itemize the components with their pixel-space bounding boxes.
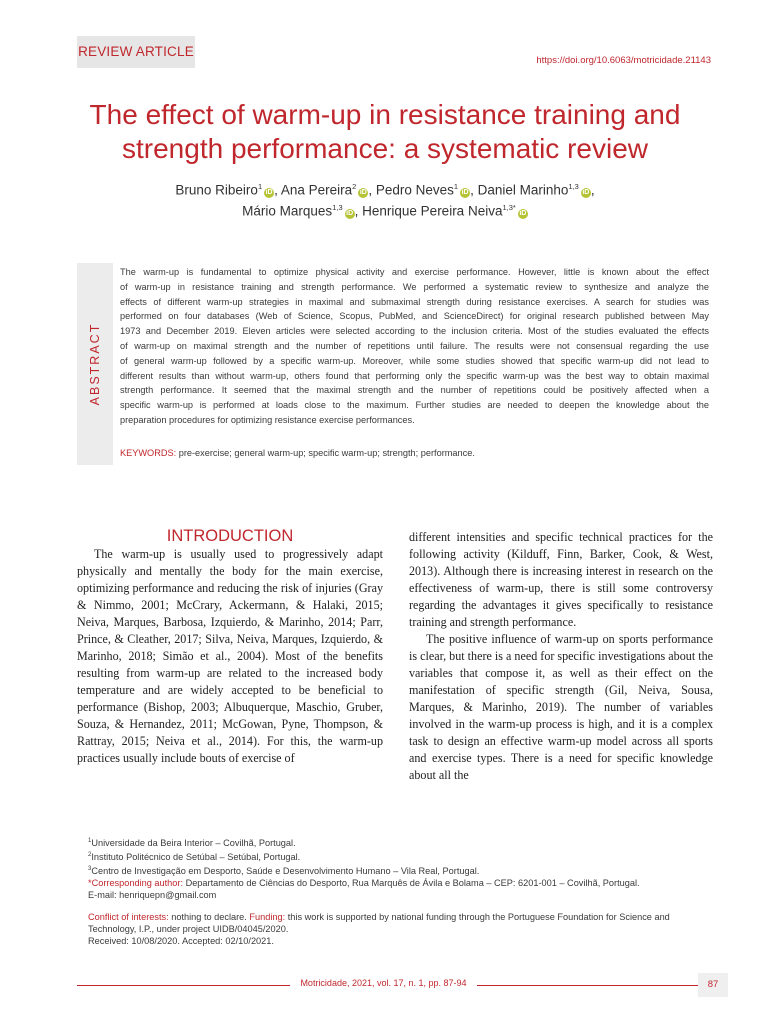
orcid-icon[interactable]: iD (461, 188, 469, 196)
author-list-line-1: Bruno Ribeiro$^1$iD , Ana Pereira$^2$iD , Pedro Neves$^1$iD , Daniel Marinho$^{1,3}$iD , (175, 182, 595, 198)
affiliation-text: Universidade da Beira Interior – Covilhã, Portugal. (91, 838, 296, 849)
corresponding-label: *Corresponding author: (88, 878, 183, 889)
abstract-line: The warm-up is fundamental to optimize physical activity and exercise performance. However, little is known about the effect (120, 267, 709, 277)
abstract-label: ABSTRACT (88, 322, 102, 406)
conflict-label: Conflict of interests: (88, 912, 169, 923)
affiliation-sup: 1 (88, 838, 92, 844)
author-name: Mário Marques (242, 203, 333, 219)
affiliation-sup: 3 (88, 866, 92, 873)
author-name: Henrique Pereira Neiva (362, 203, 503, 219)
abstract-line: of warm-up on maximal strength and the number of repetitions until failure. The results were not consensual regarding the use (120, 340, 709, 351)
body-column-right (409, 529, 713, 784)
article-title: The effect of warm-up in resistance training and strength performance: a systematic review (89, 99, 681, 164)
author-affiliation-sup: 1,3* (502, 203, 516, 212)
footer-rule-right (477, 985, 699, 986)
conflict-text: nothing to declare. (171, 912, 247, 923)
author-affiliation-sup: 2 (352, 182, 357, 191)
article-type-badge: REVIEW ARTICLE (77, 36, 195, 68)
orcid-icon[interactable]: iD (265, 188, 273, 196)
abstract-line: 1973 and December 2019. Eleven articles were selected according to the inclusion criteria. Most of the studies evaluated the effects (120, 326, 709, 337)
orcid-icon[interactable]: iD (519, 209, 527, 217)
author-name: Bruno Ribeiro (175, 182, 258, 198)
author-affiliation-sup: 1,3 (332, 203, 343, 212)
body-paragraph: different intensities and specific technical practices for the following activity (Kilduff, Finn, Barker, Cook, & West, 2013). Although there is increasing interest in research on the effectiveness of warm-up, there is still some controversy regarding the advantages it gives specifically to resistance training and strength performance. (409, 530, 713, 629)
affiliation-text: Instituto Politécnico de Setúbal – Setúbal, Portugal. (91, 852, 301, 863)
abstract-text (120, 265, 709, 428)
affiliation-list (88, 835, 713, 877)
abstract-line: preparation procedures for optimizing resistance exercise performances. (120, 414, 415, 425)
email: E-mail: henriquepn@gmail.com (88, 890, 217, 901)
keywords-list: pre-exercise; general warm-up; specific warm-up; strength; performance. (178, 448, 475, 458)
affiliation-sup: 2 (88, 852, 92, 859)
author-affiliation-sup: 1 (453, 182, 459, 191)
abstract-line: specific warm-up is performed at loads close to the maximum. Further studies are needed to deepen the knowledge about the (120, 400, 709, 411)
footnotes (88, 835, 713, 947)
page-number: 87 (698, 973, 728, 997)
abstract-line: of warm-up in resistance training and strength performance. We performed a systematic review to synthesize and analyze the (120, 281, 709, 292)
author-affiliation-sup: 1 (257, 182, 263, 191)
body-paragraph: The positive influence of warm-up on sports performance is clear, but there is a need for specific investigations about the variables that compose it, as well as their effect on the manifestation of specific strength (Gil, Neiva, Sousa, Marques, & Marinho, 2019). The number of variables involved in the warm-up process is high, and it is a complex task to design an effective warm-up model across all sports and exercise types. There is a need for specific knowledge about all the (409, 632, 713, 782)
keywords-label: KEYWORDS: (120, 448, 177, 458)
abstract-line: performed on four databases (Web of Science, Scopus, PubMed, and ScienceDirect) for original research published between May (120, 311, 709, 322)
abstract-line: strength performance. It seemed that the maximal strength and the number of repetitions could be positively affected when a (120, 385, 709, 396)
keywords (120, 446, 475, 460)
author-name: Pedro Neves (375, 182, 454, 198)
orcid-icon[interactable]: iD (359, 188, 367, 196)
introduction-heading: INTRODUCTION (166, 527, 294, 545)
orcid-icon[interactable]: iD (582, 188, 590, 196)
footer-rule-left (77, 985, 290, 986)
author-list-line-2: Mário Marques$^{1,3}$iD , Henrique Pereira Neiva$^{1,3*}$iD (242, 203, 527, 219)
body-column-left (77, 546, 383, 767)
body-paragraph: The warm-up is usually used to progressively adapt physically and mentally the body for the main exercise, optimizing performance and reducing the risk of injuries (Gray & Nimmo, 2001; McCrary, Ackermann, & Halaki, 2015; Neiva, Marques, Barbosa, Izquierdo, & Marinho, 2014; Parr, Prince, & Cleather, 2017; Silva, Neiva, Marques, Izquierdo, & Marinho, 2018; Simão et al., 2004). Most of the benefits resulting from warm-up are related to the increased body temperature and are widely accepted to be beneficial to performance (Bishop, 2003; Albuquerque, Maschio, Gruber, Souza, & Hernandez, 2011; McGowan, Pyne, Thompson, & Rattray, 2015; Neiva et al., 2014). For this, the warm-up practices usually include bouts of exercise of (77, 547, 383, 765)
abstract-line: of general warm-up followed by a specific warm-up. Moreover, while some studies showed that specific warm-up did not lead to (120, 355, 709, 366)
affiliation (88, 849, 713, 863)
corresponding-author (88, 877, 713, 889)
affiliation-text: Centro de Investigação em Desporto, Saúde e Desenvolvimento Humano – Vila Real, Portugal. (91, 866, 480, 877)
affiliation (88, 863, 713, 877)
doi-link[interactable]: https://doi.org/10.6063/motricidade.21143 (536, 55, 711, 66)
corresponding-address: Departamento de Ciências do Desporto, Rua Marquês de Ávila e Bolama – CEP: 6201-001 – Covilhã, Portugal. (185, 878, 640, 889)
affiliation (88, 835, 713, 849)
author-name: Ana Pereira (280, 182, 353, 198)
abstract-line: different results than without warm-up, others found that performing only the specific warm-up was the best way to obtain maximal (120, 370, 709, 381)
received-dates: Received: 10/08/2020. Accepted: 02/10/2021. (88, 936, 274, 947)
abstract-line: effects of different warm-up strategies in maximal and submaximal strength during resistance exercises. A search for studies was (120, 296, 709, 307)
funding-label: Funding: (249, 912, 286, 923)
orcid-icon[interactable]: iD (346, 209, 354, 217)
author-name: Daniel Marinho (477, 182, 569, 198)
disclosures (88, 911, 713, 935)
author-affiliation-sup: 1,3 (568, 182, 579, 191)
funding-text: this work is supported by national funding through the Portuguese Foundation for Science and Technology, I.P., under project UIDB/04045/2020. (88, 912, 670, 935)
footer-citation: Motricidade, 2021, vol. 17, n. 1, pp. 87-94 (300, 978, 467, 988)
